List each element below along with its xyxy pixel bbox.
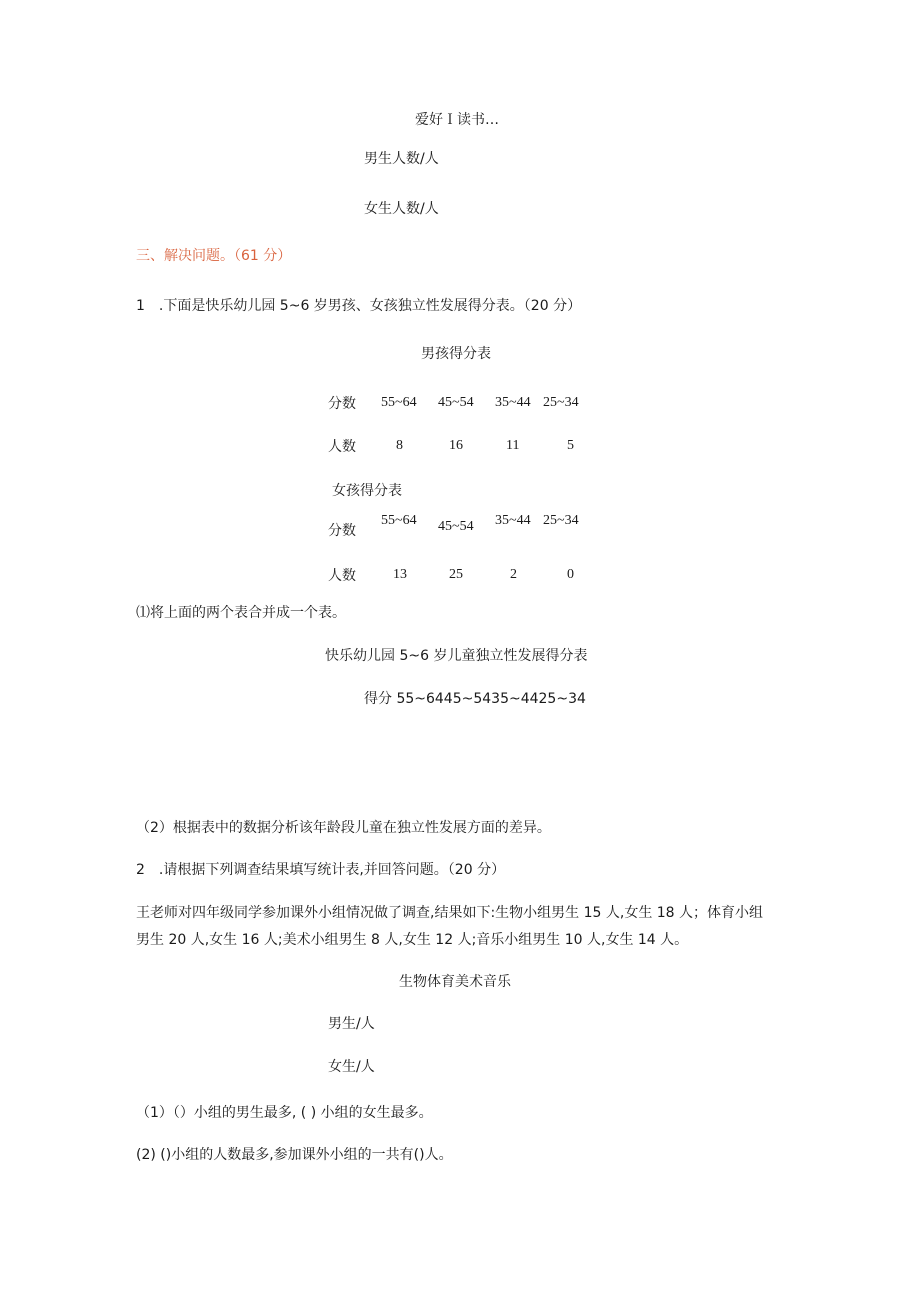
hobby-row-boys-label: 男生人数/人 [364,151,439,167]
boys-count-cell: 11 [506,438,520,453]
boys-count-cell: 5 [567,438,574,453]
q1-stem: 1 .下面是快乐幼儿园 5~6 岁男孩、女孩独立性发展得分表。（20 分） [136,298,582,314]
girls-score-label: 分数 [328,523,356,539]
q2-desc-line: 男生 20 人,女生 16 人;美术小组男生 8 人,女生 12 人;音乐小组男生 10 人,女生 14 人。 [136,932,689,948]
girls-range-cell: 35~44 [495,513,531,528]
q2-table-header: 生物体育美术音乐 [399,974,511,990]
hobby-row-girls-label: 女生人数/人 [364,201,439,217]
boys-range-cell: 25~34 [543,395,579,410]
girls-table-title: 女孩得分表 [332,483,402,499]
hobby-table-header: 爱好Ｉ读书… [415,112,499,128]
q2-row-boys-label: 男生/人 [328,1016,375,1032]
girls-count-label: 人数 [328,568,356,584]
boys-count-cell: 8 [396,438,403,453]
girls-count-cell: 2 [510,567,517,582]
boys-range-cell: 35~44 [495,395,531,410]
q2-desc-line: 王老师对四年级同学参加课外小组情况做了调查,结果如下:生物小组男生 15 人,女生 18 人；体育小组 [136,905,764,921]
q2-part2: (2) ()小组的人数最多,参加课外小组的一共有()人。 [136,1147,453,1163]
q2-part1: （1）（）小组的男生最多, ( ) 小组的女生最多。 [136,1105,433,1121]
q1-part2: （2）根据表中的数据分析该年龄段儿童在独立性发展方面的差异。 [136,820,551,836]
girls-range-cell: 25~34 [543,513,579,528]
boys-range-cell: 55~64 [381,395,417,410]
q2-stem: 2 .请根据下列调查结果填写统计表,并回答问题。（20 分） [136,862,506,878]
boys-count-label: 人数 [328,439,356,455]
q1-part1: ⑴将上面的两个表合并成一个表。 [136,605,346,621]
girls-count-cell: 13 [393,567,407,582]
merged-table-title: 快乐幼儿园 5~6 岁儿童独立性发展得分表 [325,648,588,664]
girls-range-cell: 45~54 [438,519,474,534]
girls-range-cell: 55~64 [381,513,417,528]
girls-count-cell: 25 [449,567,463,582]
boys-score-label: 分数 [328,396,356,412]
merged-table-header: 得分 55~6445~5435~4425~34 [364,691,586,707]
girls-count-cell: 0 [567,567,574,582]
boys-count-cell: 16 [449,438,463,453]
boys-range-cell: 45~54 [438,395,474,410]
section-title: 三、解决问题。（61 分） [136,248,292,264]
q2-row-girls-label: 女生/人 [328,1059,375,1075]
boys-table-title: 男孩得分表 [421,346,491,362]
